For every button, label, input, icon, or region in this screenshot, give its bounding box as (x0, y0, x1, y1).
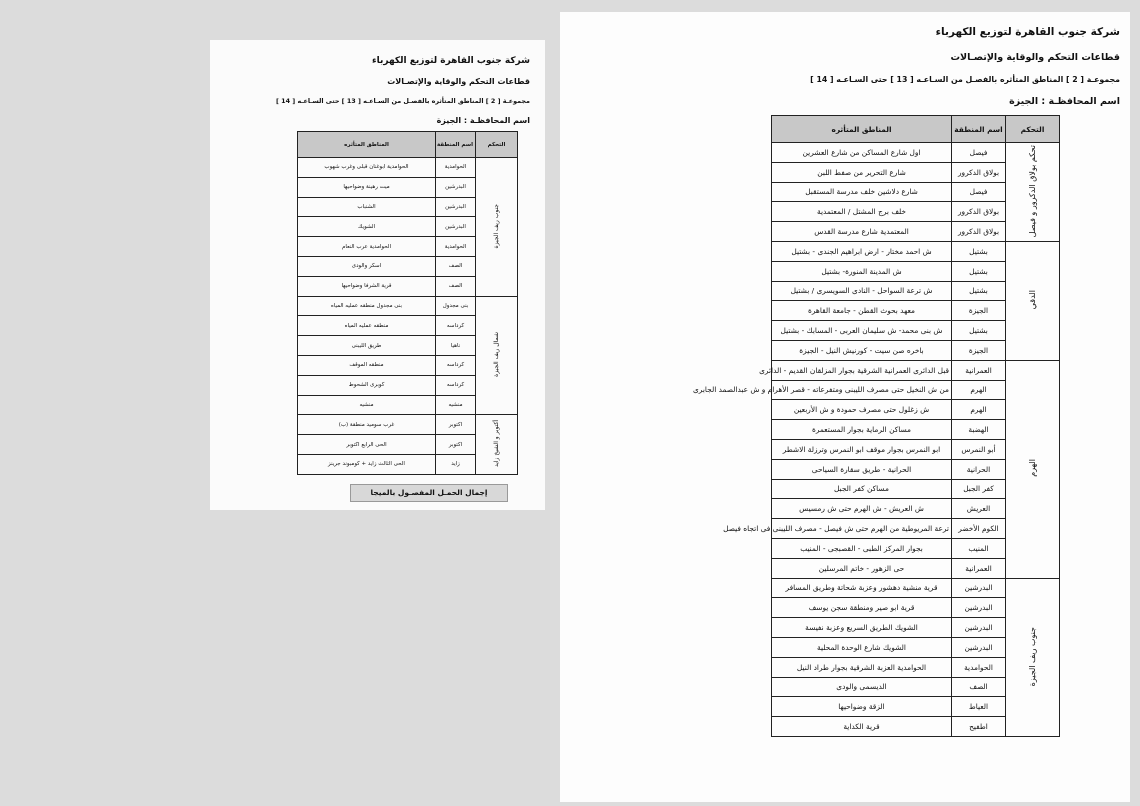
area-cell: البدرشين (436, 197, 476, 217)
area-cell: الحوامدية (436, 237, 476, 257)
header-affected: المناطق المتأثره (772, 116, 952, 143)
affected-areas-cell: ش احمد مختار - ارض ابراهيم الجندى - بشتيل (772, 241, 952, 261)
table-row (772, 143, 1060, 163)
group-line-mid: ] حتى السـاعـه [ (830, 75, 894, 84)
affected-areas-cell: قرية الشرفا وضواحيها (298, 276, 436, 296)
affected-areas-cell: قبل الدائرى العمرانية الشرقية بجوار المزلقان القديم - الدائرى (772, 360, 952, 380)
affected-areas-cell: اسكر والودى (298, 256, 436, 276)
area-cell: كرداسه (436, 316, 476, 336)
area-cell: الجيزة (952, 301, 1006, 321)
affected-areas-cell: منطقه عمليه المياه (298, 316, 436, 336)
area-cell: الهضبة (952, 420, 1006, 440)
sectors-title: قطاعات التحكم والوقاية والإتصـالات (950, 52, 1120, 63)
sectors-title: قطاعات التحكم والوقاية والإتصـالات (387, 77, 530, 86)
table-header-row (772, 116, 1060, 143)
control-name: الهرم (1028, 459, 1037, 477)
affected-areas-cell: منشيه (298, 395, 436, 415)
area-cell: اكتوبر (436, 435, 476, 455)
document-page-left (210, 40, 545, 510)
group-line-prefix: مجموعـة [ 2 ] المناطق المتأثره بالفصـل من السـاعـه [ (910, 75, 1120, 84)
area-cell: الحوامدية (952, 657, 1006, 677)
area-cell: كرداسه (436, 355, 476, 375)
affected-areas-cell: الشويك (298, 217, 436, 237)
area-cell: الصف (436, 276, 476, 296)
group-line-suffix: ] (276, 97, 279, 105)
group-line (810, 75, 1120, 84)
affected-areas-cell: الحى الثالث زايد + كومبوند جرينز (298, 454, 436, 474)
area-cell: الهرم (952, 400, 1006, 420)
affected-areas-cell: غرب سوميد منطقة (ب) (298, 415, 436, 435)
affected-areas-cell: معهد بحوث القطن - جامعة القاهرة (772, 301, 952, 321)
header-control: التحكم (1006, 116, 1060, 143)
affected-areas-cell: الحرانية - طريق سقارة السياحى (772, 459, 952, 479)
document-page-right (560, 12, 1130, 802)
affected-areas-cell: قرية ابو صير ومنطقة سجن يوسف (772, 598, 952, 618)
affected-areas-cell: خلف برج المشتل / المعتمدية (772, 202, 952, 222)
hour-from: 13 (346, 97, 356, 105)
affected-areas-cell: مساكن الرماية بجوار المستعمرة (772, 420, 952, 440)
control-cell (476, 296, 518, 415)
area-cell: البدرشين (436, 177, 476, 197)
affected-areas-table (297, 131, 518, 475)
area-cell: كرداسه (436, 375, 476, 395)
hour-to: 14 (281, 97, 291, 105)
area-cell: العريش (952, 499, 1006, 519)
affected-areas-cell: الحوامدية عرب النعام (298, 237, 436, 257)
area-cell: فيصل (952, 143, 1006, 163)
affected-areas-cell: ش ترعة السواحل - النادى السويسرى / بشتيل (772, 281, 952, 301)
area-cell: الحرانية (952, 459, 1006, 479)
group-line (276, 97, 530, 105)
area-cell: بشتيل (952, 321, 1006, 341)
area-cell: الكوم الأخضر (952, 519, 1006, 539)
affected-areas-cell: الحوامدية ابوغنان قبلى وغرب شهوب (298, 158, 436, 178)
area-cell: اكتوبر (436, 415, 476, 435)
table-row (772, 360, 1060, 380)
affected-areas-cell: بنى مجدول منطقه عمليه المياه (298, 296, 436, 316)
affected-areas-cell: ش العريش - ش الهرم حتى ش رمسيس (772, 499, 952, 519)
table-row (772, 578, 1060, 598)
area-cell: العياط (952, 697, 1006, 717)
affected-areas-cell: ابو النمرس بجوار موقف ابو النمرس وترزلة الاشطر (772, 439, 952, 459)
affected-areas-cell: الديسمى والودى (772, 677, 952, 697)
affected-areas-cell: الشويك الطريق السريع وعزبة نفيسة (772, 618, 952, 638)
area-cell: العمرانية (952, 360, 1006, 380)
table-body (693, 143, 1060, 737)
control-cell (1006, 241, 1060, 360)
area-cell: فيصل (952, 182, 1006, 202)
affected-areas-cell: قرية الكداية (772, 717, 952, 737)
area-cell: البدرشين (952, 598, 1006, 618)
affected-areas-cell: الحى الرابع اكتوبر (298, 435, 436, 455)
area-cell: الحوامدية (436, 158, 476, 178)
control-name: أكتوبر و الشيخ زايد (493, 420, 500, 468)
affected-areas-cell: المعتمدية شارع مدرسة القدس (772, 222, 952, 242)
area-cell: ناهيا (436, 336, 476, 356)
affected-areas-cell: الشنباب (298, 197, 436, 217)
area-cell: بولاق الدكرور (952, 202, 1006, 222)
area-cell: بولاق الدكرور (952, 222, 1006, 242)
area-cell: البدرشين (952, 578, 1006, 598)
affected-areas-cell: حى الزهور - خاتم المرسلين (772, 558, 952, 578)
governorate-label: اسم المحافظـة : الجيزة (436, 116, 530, 125)
area-cell: بنى مجدول (436, 296, 476, 316)
area-cell: الصف (436, 256, 476, 276)
table-row (772, 241, 1060, 261)
area-cell: بشتيل (952, 261, 1006, 281)
affected-areas-cell: الشويك شارع الوحدة المحلية (772, 637, 952, 657)
hour-from: 13 (896, 75, 908, 84)
group-line-suffix: ] (810, 75, 814, 84)
control-cell (476, 158, 518, 297)
header-area: اسم المنطقة (436, 132, 476, 158)
area-cell: بشتيل (952, 281, 1006, 301)
table-body (298, 158, 518, 475)
area-cell: البدرشين (952, 637, 1006, 657)
total-load-label: إجمال الحمـل المفصـول بالميجا (350, 484, 508, 502)
affected-areas-cell: منطقه الموقف (298, 355, 436, 375)
affected-areas-cell: ش زغلول حتى مصرف حمودة و ش الأربعين (772, 400, 952, 420)
affected-areas-cell: ش المدينة المنورة- بشتيل (772, 261, 952, 281)
affected-areas-cell: شارع التحرير من صفط اللبن (772, 162, 952, 182)
affected-areas-cell: ش بنى محمد- ش سليمان العربى - المسابك - بشتيل (772, 321, 952, 341)
area-cell: بشتيل (952, 241, 1006, 261)
affected-areas-cell: مساكن كفر الجبل (772, 479, 952, 499)
affected-areas-table (693, 115, 1060, 737)
affected-areas-cell: الحوامدية العزبة الشرقية بجوار طراد النيل (772, 657, 952, 677)
group-line-mid: ] حتى السـاعـه [ (292, 97, 345, 105)
affected-areas-cell: ترعة المريوطية من الهرم حتى ش فيصل - مصرف الليبنى فى اتجاه فيصل (772, 519, 952, 539)
area-cell: البدرشين (952, 618, 1006, 638)
control-name: جنوب ريف الجيزة (1028, 626, 1037, 686)
area-cell: البدرشين (436, 217, 476, 237)
control-cell (476, 415, 518, 474)
control-name: جنوب ريف الجيزة (493, 203, 500, 249)
affected-areas-cell: كوبرى الشحوط (298, 375, 436, 395)
area-cell: اطفيح (952, 717, 1006, 737)
header-affected: المناطق المتأثره (298, 132, 436, 158)
area-cell: زايد (436, 454, 476, 474)
company-name: شركة جنوب القاهرة لتوزيع الكهرباء (372, 56, 530, 66)
governorate-label: اسم المحافظـة : الجيزة (1009, 96, 1120, 107)
table-header-row (298, 132, 518, 158)
area-cell: الجيزة (952, 340, 1006, 360)
affected-areas-cell: قرية منشية دهشور وعزبة شحاتة وطريق المسافر (772, 578, 952, 598)
affected-areas-cell: اول شارع المساكن من شارع العشرين (772, 143, 952, 163)
hour-to: 14 (816, 75, 828, 84)
control-cell (1006, 360, 1060, 578)
group-line-prefix: مجموعـة [ 2 ] المناطق المتأثره بالفصـل من السـاعـه [ (357, 97, 530, 105)
header-control: التحكم (476, 132, 518, 158)
affected-areas-cell: ميت رهينة وضواحيها (298, 177, 436, 197)
control-name: شمال ريف الجيزة (493, 332, 500, 377)
area-cell: العمرانية (952, 558, 1006, 578)
table-row (298, 415, 518, 435)
affected-areas-cell: بجوار المركز الطبى - القصبجى - المنيب (772, 538, 952, 558)
area-cell: بولاق الدكرور (952, 162, 1006, 182)
area-cell: أبو النمرس (952, 439, 1006, 459)
header-area: اسم المنطقة (952, 116, 1006, 143)
control-cell (1006, 578, 1060, 736)
affected-areas-cell: شارع دلاشين خلف مدرسة المستقبل (772, 182, 952, 202)
affected-areas-cell: طريق الليبنى (298, 336, 436, 356)
affected-areas-cell: الزقة وضواحيها (772, 697, 952, 717)
area-cell: الصف (952, 677, 1006, 697)
table-row (298, 296, 518, 316)
table-row (298, 158, 518, 178)
area-cell: منشيه (436, 395, 476, 415)
control-cell (1006, 143, 1060, 242)
affected-areas-cell: من ش النخيل حتى مصرف الليبنى ومتفرعاته - قصر الأهرام و ش عبدالصمد الجابرى (772, 380, 952, 400)
control-name: تحكم بولاق الدكرور و فيصل (1028, 144, 1037, 238)
area-cell: المنيب (952, 538, 1006, 558)
affected-areas-cell: باخره صن سيت - كورنيش النيل - الجيزة (772, 340, 952, 360)
control-name: الدقي (1028, 290, 1037, 310)
area-cell: كفر الجبل (952, 479, 1006, 499)
area-cell: الهرم (952, 380, 1006, 400)
company-name: شركة جنوب القاهرة لتوزيع الكهرباء (935, 26, 1120, 38)
